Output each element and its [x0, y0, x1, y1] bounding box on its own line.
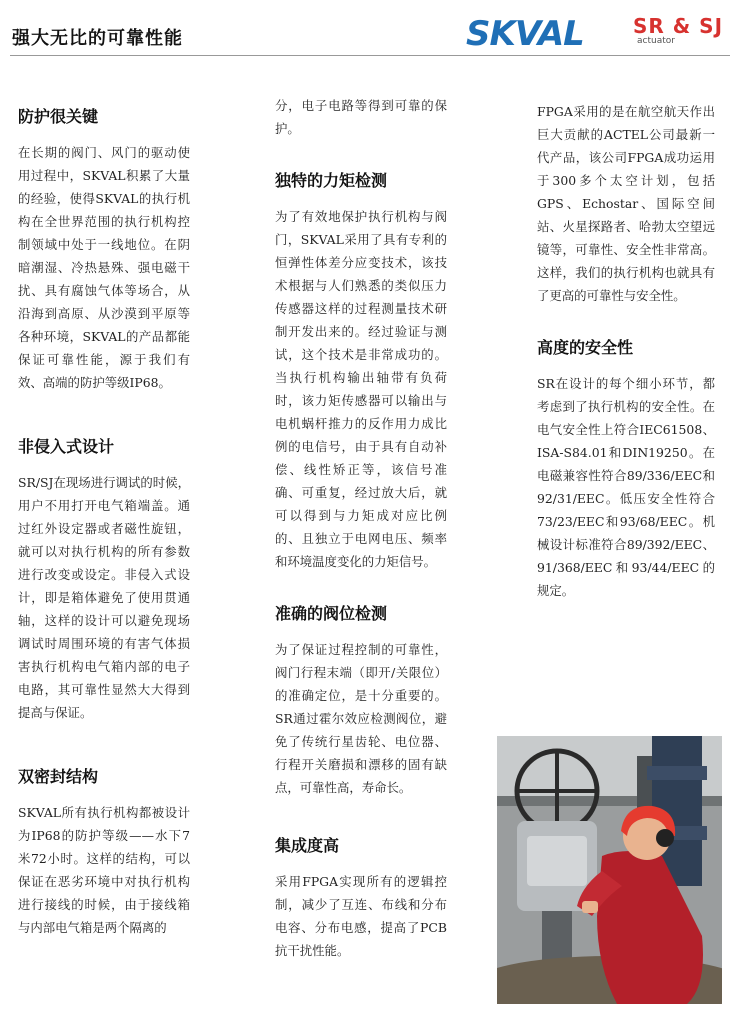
- section-title-double-seal: 双密封结构: [18, 767, 99, 786]
- column-right: [537, 100, 715, 602]
- product-tagline: actuator: [637, 36, 675, 46]
- section-body-non-intrusive: SR/SJ在现场进行调试的时候，用户不用打开电气箱端盖。通过红外设定器或者磁性旋钮，就可以对执行机构的所有参数进行改变或设定。非侵入式设计，即是箱体避免了使用贯通轴，这样的设计可以避免现场调试时周围环境的有害气体损害执行机构电气箱内部的电子电路，其可靠性显然大大得到提高与保证。: [18, 475, 190, 720]
- section-body-torque: 为了有效地保护执行机构与阀门，SKVAL采用了具有专利的恒弹性体差分应变技术，该技术根据与人们熟悉的类似压力传感器这样的过程测量技术研制开发出来的。经过验证与测试，这个技术是非常成功的。当执行机构输出轴带有负荷时，该力矩传感器可以输出与电机蜗杆推力的反作用力成比例的电信号，由于具有自动补偿、线性矫正等，该信号准确、可重复，经过放大后，就可以得到与力矩成对应比例的、且独立于电网电压、频率和环境温度变化的力矩信号。: [275, 209, 447, 569]
- section-body-protection: 在长期的阀门、风门的驱动使用过程中，SKVAL积累了大量的经验，使得SKVAL的执行机构在全世界范围的执行机构控制领域中处于一线地位。在阴暗潮湿、冷热悬殊、强电磁干扰、具有腐蚀气体等场合，从沿海到高原、从沙漠到平原等各种环境，SKVAL的产品都能保证可靠性能，源于我们有效、高端的防护等级IP68。: [18, 145, 190, 390]
- section-title-protection: 防护很关键: [18, 107, 99, 126]
- section-title-torque: 独特的力矩检测: [275, 171, 388, 190]
- page-title: 强大无比的可靠性能: [12, 28, 183, 49]
- page-header: [0, 0, 740, 60]
- column-left: [18, 104, 190, 939]
- worker-photo-illustration: [497, 736, 722, 1004]
- product-line: SR & SJ: [633, 14, 724, 38]
- product-badge: [633, 14, 723, 46]
- section-title-position: 准确的阀位检测: [275, 604, 388, 623]
- section-body-safety: SR在设计的每个细小环节，都考虑到了执行机构的安全性。在电气安全性上符合IEC61508、ISA-S84.01和DIN19250。在电磁兼容性符合89/336/EEC和92/31/EEC。低压安全性符合73/23/EEC和93/68/EEC。机械设计标准符合89/392/EEC、91/368/EEC和93/44/EEC的规定。: [537, 376, 715, 598]
- section-body-double-seal-cont: 分，电子电路等得到可靠的保护。: [275, 98, 447, 136]
- column-middle: [275, 94, 447, 962]
- worker-photo: [497, 736, 722, 1004]
- header-divider: [10, 55, 730, 56]
- section-body-fpga: FPGA采用的是在航空航天作出巨大贡献的ACTEL公司最新一代产品，该公司FPGA成功运用于300多个太空计划，包括GPS、Echostar、国际空间站、火星探路者、哈勃太空望远镜等，可靠性、安全性非常高。这样，我们的执行机构也就具有了更高的可靠性与安全性。: [537, 104, 715, 303]
- section-title-integration: 集成度高: [275, 836, 340, 855]
- skval-logo: SKVAL: [466, 14, 584, 54]
- section-title-safety: 高度的安全性: [537, 338, 634, 357]
- section-body-position: 为了保证过程控制的可靠性，阀门行程末端（即开/关限位）的准确定位，是十分重要的。SR通过霍尔效应检测阀位，避免了传统行星齿轮、电位器、行程开关磨损和漂移的固有缺点，可靠性高，寿命长。: [275, 642, 447, 795]
- section-body-integration: 采用FPGA实现所有的逻辑控制，减少了互连、布线和分布电容、分布电感，提高了PCB抗干扰性能。: [275, 874, 447, 958]
- section-body-double-seal: SKVAL所有执行机构都被设计为IP68的防护等级——水下7米72小时。这样的结构，可以保证在恶劣环境中对执行机构进行接线的时候，由于接线箱与内部电气箱是两个隔离的: [18, 805, 190, 935]
- section-title-non-intrusive: 非侵入式设计: [18, 437, 115, 456]
